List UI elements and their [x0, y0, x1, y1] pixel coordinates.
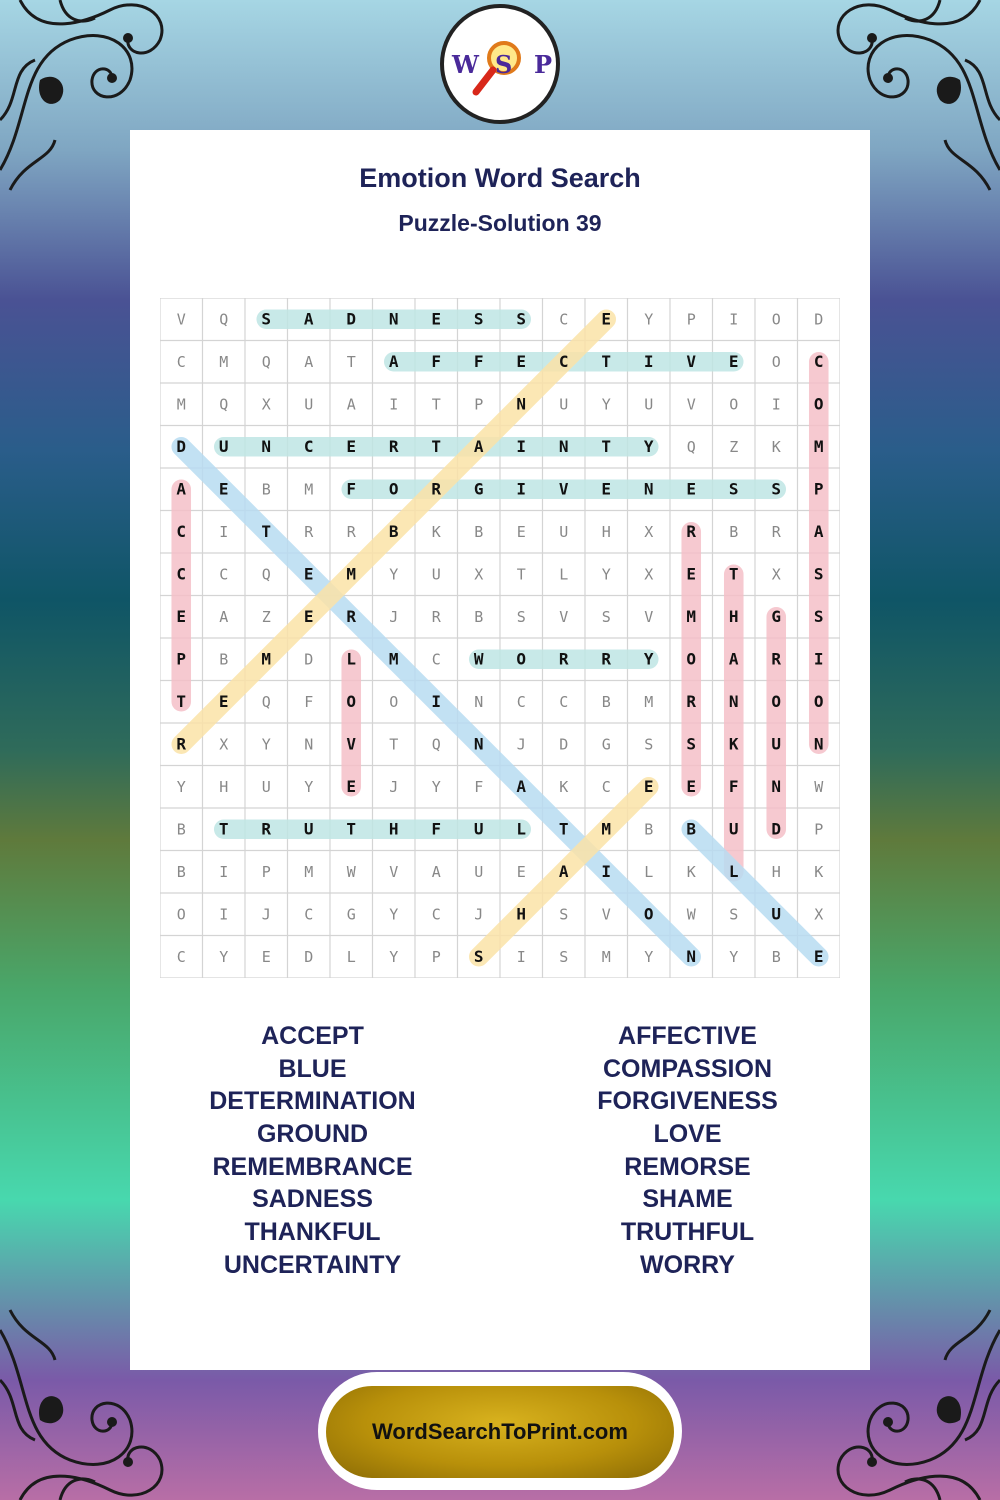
grid-cell[interactable]: I [389, 395, 399, 414]
grid-cell[interactable]: U [218, 436, 229, 456]
grid-cell[interactable]: M [686, 606, 697, 626]
grid-cell[interactable]: T [218, 819, 229, 839]
grid-cell[interactable]: W [473, 649, 484, 669]
grid-cell[interactable]: O [813, 691, 824, 711]
grid-cell[interactable]: C [176, 564, 187, 584]
grid-cell[interactable]: O [516, 649, 527, 669]
grid-cell[interactable]: F [473, 351, 484, 371]
grid-cell[interactable]: N [261, 436, 272, 456]
grid-cell[interactable]: M [261, 649, 272, 669]
grid-cell[interactable]: P [261, 862, 271, 881]
grid-cell[interactable]: M [304, 480, 314, 499]
grid-cell[interactable]: S [644, 735, 654, 754]
grid-cell[interactable]: Q [686, 437, 696, 456]
grid-cell[interactable]: B [729, 522, 739, 541]
grid-cell[interactable]: Y [176, 777, 186, 796]
grid-cell[interactable]: E [516, 351, 527, 371]
grid-cell[interactable]: Y [643, 436, 654, 456]
grid-cell[interactable]: M [304, 862, 314, 881]
grid-cell[interactable]: R [176, 734, 187, 754]
grid-cell[interactable]: A [728, 649, 739, 669]
logo-letter-w: W [452, 50, 479, 79]
grid-cell[interactable]: M [219, 352, 229, 371]
grid-cell[interactable]: S [559, 905, 569, 924]
grid-cell[interactable]: E [431, 309, 442, 329]
grid-cell[interactable]: S [813, 564, 824, 584]
grid-cell[interactable]: B [176, 862, 186, 881]
grid-cell[interactable]: O [346, 691, 357, 711]
logo-letter-p: P [534, 50, 553, 79]
grid-cell[interactable]: U [474, 862, 484, 881]
grid-cell[interactable]: V [686, 351, 697, 371]
grid-cell[interactable]: P [813, 479, 824, 499]
grid-cell[interactable]: B [176, 820, 186, 839]
grid-cell[interactable]: V [389, 862, 399, 881]
grid-cell[interactable]: L [346, 649, 357, 669]
grid-cell[interactable]: E [601, 479, 612, 499]
grid-cell[interactable]: P [431, 947, 441, 966]
grid-cell[interactable]: O [389, 692, 399, 711]
grid-cell[interactable]: R [304, 522, 314, 541]
word-search-grid[interactable] [160, 298, 840, 978]
grid-cell[interactable]: O [176, 905, 186, 924]
grid-cell[interactable]: G [473, 479, 484, 499]
grid-cell[interactable]: Y [219, 947, 229, 966]
grid-cell[interactable]: V [644, 607, 654, 626]
word-list-item: LOVE [653, 1120, 722, 1149]
grid-cell[interactable]: N [473, 734, 484, 754]
grid-cell[interactable]: N [516, 394, 527, 414]
grid-cell[interactable]: N [643, 479, 654, 499]
grid-cell[interactable]: D [304, 947, 314, 966]
grid-cell[interactable]: S [686, 734, 697, 754]
grid-cell[interactable]: J [389, 777, 399, 796]
grid-cell[interactable]: Y [431, 777, 441, 796]
grid-cell[interactable]: C [176, 352, 186, 371]
grid-cell[interactable]: D [346, 309, 357, 329]
word-list-item: WORRY [640, 1250, 735, 1279]
grid-cell[interactable]: B [219, 650, 229, 669]
grid-cell[interactable]: A [303, 309, 314, 329]
grid-cell[interactable]: W [686, 905, 696, 924]
grid-cell[interactable]: M [176, 395, 186, 414]
grid-cell[interactable]: Y [389, 947, 399, 966]
grid-cell[interactable]: X [771, 565, 781, 584]
word-list-left [125, 1020, 500, 1282]
grid-cell[interactable]: V [558, 479, 569, 499]
grid-cell[interactable]: E [686, 564, 697, 584]
grid-cell[interactable]: U [261, 777, 271, 796]
grid-cell[interactable]: U [559, 395, 569, 414]
word-list-item: SADNESS [252, 1185, 373, 1214]
grid-cell[interactable]: J [516, 735, 526, 754]
grid-cell[interactable]: R [686, 691, 697, 711]
grid-cell[interactable]: V [559, 607, 569, 626]
grid-cell[interactable]: A [388, 351, 399, 371]
grid-cell[interactable]: S [813, 606, 824, 626]
grid-cell[interactable]: V [346, 734, 357, 754]
grid-cell[interactable]: T [601, 351, 612, 371]
page-subtitle: Puzzle-Solution 39 [398, 210, 602, 236]
grid-cell[interactable]: Y [644, 310, 654, 329]
grid-cell[interactable]: C [516, 692, 526, 711]
grid-cell[interactable]: S [729, 905, 739, 924]
grid-cell[interactable]: H [388, 819, 399, 839]
grid-cell[interactable]: P [686, 310, 696, 329]
grid-cell[interactable]: Q [261, 565, 271, 584]
grid-cell[interactable]: U [771, 904, 782, 924]
grid-cell[interactable]: E [261, 947, 271, 966]
grid-cell[interactable]: I [643, 351, 654, 371]
grid-cell[interactable]: G [346, 905, 356, 924]
wsp-logo[interactable] [440, 4, 560, 124]
grid-cell[interactable]: N [558, 436, 569, 456]
grid-cell[interactable]: Y [643, 649, 654, 669]
grid-cell[interactable]: E [686, 776, 697, 796]
grid-cell[interactable]: V [176, 310, 186, 329]
grid-cell[interactable]: T [346, 352, 356, 371]
grid-cell[interactable]: E [601, 309, 612, 329]
grid-cell[interactable]: G [601, 735, 611, 754]
grid-cell[interactable]: Z [729, 437, 739, 456]
grid-cell[interactable]: X [814, 905, 824, 924]
grid-cell[interactable]: E [346, 436, 357, 456]
grid-cell[interactable]: U [304, 395, 314, 414]
grid-cell[interactable]: S [728, 479, 739, 499]
grid-cell[interactable]: X [644, 522, 654, 541]
grid-cell[interactable]: I [431, 691, 442, 711]
grid-cell[interactable]: R [601, 649, 612, 669]
grid-cell[interactable]: O [388, 479, 399, 499]
grid-cell[interactable]: T [601, 436, 612, 456]
grid-cell[interactable]: S [516, 607, 526, 626]
word-list-right [500, 1020, 875, 1282]
grid-cell[interactable]: N [813, 734, 824, 754]
grid-cell[interactable]: A [516, 776, 527, 796]
grid-cell[interactable]: U [644, 395, 654, 414]
grid-cell[interactable]: U [473, 819, 484, 839]
grid-cell[interactable]: E [303, 606, 314, 626]
word-list-item: DETERMINATION [209, 1087, 416, 1116]
grid-cell[interactable]: P [474, 395, 484, 414]
grid-cell[interactable]: A [219, 607, 229, 626]
grid-cell[interactable]: R [431, 479, 442, 499]
grid-cell[interactable]: B [388, 521, 399, 541]
grid-cell[interactable]: R [558, 649, 569, 669]
grid-cell[interactable]: L [728, 861, 739, 881]
grid-cell[interactable]: D [304, 650, 314, 669]
grid-cell[interactable]: J [261, 905, 271, 924]
grid-cell[interactable]: Y [389, 565, 399, 584]
word-list-item: COMPASSION [603, 1054, 772, 1083]
grid-cell[interactable]: Y [729, 947, 739, 966]
grid-cell[interactable]: N [388, 309, 399, 329]
grid-cell[interactable]: M [601, 819, 612, 839]
logo-letter-s: S [495, 50, 513, 79]
grid-cell[interactable]: I [516, 479, 527, 499]
grid-cell[interactable]: C [176, 947, 186, 966]
grid-cell[interactable]: I [219, 862, 229, 881]
grid-cell[interactable]: E [218, 479, 229, 499]
grid-cell[interactable]: I [219, 905, 229, 924]
grid-cell[interactable]: M [346, 564, 357, 584]
grid-cell[interactable]: T [431, 395, 441, 414]
grid-cell[interactable]: Q [219, 310, 229, 329]
grid-cell[interactable]: B [261, 480, 271, 499]
grid-cell[interactable]: C [558, 351, 569, 371]
grid-cell[interactable]: H [516, 904, 527, 924]
grid-cell[interactable]: Y [601, 395, 611, 414]
grid-cell[interactable]: S [771, 479, 782, 499]
grid-cell[interactable]: R [346, 606, 357, 626]
grid-cell[interactable]: O [771, 691, 782, 711]
grid-cell[interactable]: J [389, 607, 399, 626]
grid-cell[interactable]: C [559, 692, 569, 711]
grid-cell[interactable]: B [644, 820, 654, 839]
grid-cell[interactable]: K [686, 862, 696, 881]
grid-cell[interactable]: U [559, 522, 569, 541]
grid-cell[interactable]: M [601, 947, 611, 966]
grid-cell[interactable]: R [261, 819, 272, 839]
grid-cell[interactable]: R [346, 522, 356, 541]
grid-cell[interactable]: T [558, 819, 569, 839]
grid-cell[interactable]: M [644, 692, 654, 711]
grid-cell[interactable]: E [346, 776, 357, 796]
grid-cell[interactable]: N [771, 776, 782, 796]
grid-cell[interactable]: M [388, 649, 399, 669]
grid-cell[interactable]: T [261, 521, 272, 541]
grid-cell[interactable]: A [558, 861, 569, 881]
grid-cell[interactable]: E [686, 479, 697, 499]
grid-cell[interactable]: Y [601, 565, 611, 584]
grid-cell[interactable]: P [176, 649, 187, 669]
grid-cell[interactable]: I [729, 310, 739, 329]
grid-cell[interactable]: S [473, 309, 484, 329]
grid-cell[interactable]: A [813, 521, 824, 541]
grid-cell[interactable]: U [303, 819, 314, 839]
word-list-item: BLUE [278, 1054, 347, 1083]
grid-cell[interactable]: Q [261, 352, 271, 371]
word-list-item: THANKFUL [244, 1218, 381, 1247]
grid-cell[interactable]: Z [261, 607, 271, 626]
grid-cell[interactable]: W [346, 862, 356, 881]
grid-cell[interactable]: I [219, 522, 229, 541]
site-link-button[interactable]: WordSearchToPrint.com [326, 1386, 674, 1478]
grid-cell[interactable]: L [516, 819, 527, 839]
grid-cell[interactable]: E [516, 522, 526, 541]
grid-cell[interactable]: F [346, 479, 357, 499]
grid-cell[interactable]: C [303, 436, 314, 456]
grid-cell[interactable]: X [474, 565, 484, 584]
grid-cell[interactable]: G [771, 606, 782, 626]
grid-cell[interactable]: D [771, 819, 782, 839]
grid-cell[interactable]: Y [644, 947, 654, 966]
grid-cell[interactable]: Y [389, 905, 399, 924]
grid-cell[interactable]: S [516, 309, 527, 329]
grid-cell[interactable]: C [431, 650, 441, 669]
grid-cell[interactable]: Q [431, 735, 441, 754]
grid-cell[interactable]: T [516, 565, 526, 584]
grid-cell[interactable]: N [686, 946, 697, 966]
grid-cell[interactable]: S [559, 947, 569, 966]
page-title: Emotion Word Search [359, 163, 641, 193]
grid-cell[interactable]: L [346, 947, 356, 966]
grid-cell[interactable]: F [728, 776, 739, 796]
grid-cell[interactable]: X [219, 735, 229, 754]
grid-cell[interactable]: K [559, 777, 569, 796]
grid-cell[interactable]: A [304, 352, 314, 371]
word-list-item: FORGIVENESS [597, 1087, 778, 1116]
grid-cell[interactable]: H [728, 606, 739, 626]
grid-cell[interactable]: S [601, 607, 611, 626]
grid-cell[interactable]: O [813, 394, 824, 414]
grid-cell[interactable]: J [474, 905, 484, 924]
word-list-item: GROUND [256, 1120, 369, 1149]
grid-cell[interactable]: U [431, 565, 441, 584]
grid-cell[interactable]: B [474, 607, 484, 626]
grid-cell[interactable]: H [219, 777, 229, 796]
grid-cell[interactable]: K [814, 862, 824, 881]
grid-cell[interactable]: C [559, 310, 569, 329]
grid-cell[interactable]: K [771, 437, 781, 456]
grid-cell[interactable]: E [728, 351, 739, 371]
grid-cell[interactable]: M [813, 436, 824, 456]
grid-cell[interactable]: O [729, 395, 739, 414]
grid-cell[interactable]: B [686, 819, 697, 839]
grid-cell[interactable]: E [813, 946, 824, 966]
grid-cell[interactable]: K [728, 734, 739, 754]
grid-cell[interactable]: I [601, 861, 612, 881]
grid-cell[interactable]: O [771, 310, 781, 329]
word-list-item: TRUTHFUL [620, 1218, 755, 1247]
grid-cell[interactable]: C [601, 777, 611, 796]
word-list-item: AFFECTIVE [618, 1022, 757, 1050]
grid-cell[interactable]: T [389, 735, 399, 754]
grid-cell[interactable]: A [431, 862, 441, 881]
grid-cell[interactable]: B [601, 692, 611, 711]
grid-cell[interactable]: F [431, 351, 442, 371]
grid-cell[interactable]: O [643, 904, 654, 924]
grid-cell[interactable]: O [686, 649, 697, 669]
grid-cell[interactable]: Q [261, 692, 271, 711]
grid-cell[interactable]: V [601, 905, 611, 924]
grid-cell[interactable]: S [261, 309, 272, 329]
grid-cell[interactable]: N [474, 692, 484, 711]
grid-cell[interactable]: E [516, 862, 526, 881]
grid-cell[interactable]: A [176, 479, 187, 499]
grid-cell[interactable]: E [218, 691, 229, 711]
grid-cell[interactable]: A [473, 436, 484, 456]
grid-cell[interactable]: D [176, 436, 187, 456]
grid-cell[interactable]: E [643, 776, 654, 796]
grid-cell[interactable]: F [474, 777, 484, 796]
grid-cell[interactable]: R [686, 521, 697, 541]
word-list-item: SHAME [642, 1185, 733, 1214]
grid-cell[interactable]: C [304, 905, 314, 924]
grid-cell[interactable]: K [431, 522, 441, 541]
grid-cell[interactable]: T [176, 691, 187, 711]
word-list-item: REMORSE [624, 1152, 751, 1181]
grid-cell[interactable]: R [771, 522, 781, 541]
grid-cell[interactable]: B [771, 947, 781, 966]
grid-cell[interactable]: E [176, 606, 187, 626]
word-list-item: UNCERTAINTY [223, 1250, 402, 1279]
grid-cell[interactable]: U [728, 819, 739, 839]
grid-cell[interactable]: Y [304, 777, 314, 796]
word-list-item: REMEMBRANCE [212, 1152, 413, 1181]
grid-cell[interactable]: D [559, 735, 569, 754]
grid-cell[interactable]: X [644, 565, 654, 584]
grid-cell[interactable]: P [814, 820, 824, 839]
grid-cell[interactable]: Y [261, 735, 271, 754]
grid-cell[interactable]: I [813, 649, 824, 669]
grid-cell[interactable]: T [346, 819, 357, 839]
grid-cell[interactable]: F [431, 819, 442, 839]
grid-cell[interactable]: Q [219, 395, 229, 414]
grid-cell[interactable]: O [771, 352, 781, 371]
grid-cell[interactable]: D [814, 310, 824, 329]
grid-cell[interactable]: C [431, 905, 441, 924]
grid-cell[interactable]: E [303, 564, 314, 584]
word-list-item: ACCEPT [261, 1022, 364, 1050]
grid-cell[interactable]: B [474, 522, 484, 541]
grid-cell[interactable]: C [219, 565, 229, 584]
grid-cell[interactable]: H [601, 522, 611, 541]
grid-cell[interactable]: S [473, 946, 484, 966]
grid-cell[interactable]: R [388, 436, 399, 456]
grid-cell[interactable]: C [813, 351, 824, 371]
grid-cell[interactable]: N [304, 735, 314, 754]
grid-cell[interactable]: I [516, 947, 526, 966]
grid-cell[interactable]: L [644, 862, 654, 881]
grid-cell[interactable]: L [559, 565, 569, 584]
grid-cell[interactable]: R [771, 649, 782, 669]
grid-cell[interactable]: W [814, 777, 824, 796]
grid-cell[interactable]: V [686, 395, 696, 414]
grid-cell[interactable]: H [771, 862, 781, 881]
grid-cell[interactable]: F [304, 692, 314, 711]
grid-cell[interactable]: N [728, 691, 739, 711]
grid-cell[interactable]: X [261, 395, 271, 414]
grid-cell[interactable]: T [728, 564, 739, 584]
grid-cell[interactable]: R [431, 607, 441, 626]
grid-cell[interactable]: C [176, 521, 187, 541]
grid-cell[interactable]: I [516, 436, 527, 456]
grid-cell[interactable]: A [346, 395, 356, 414]
grid-cell[interactable]: I [771, 395, 781, 414]
grid-cell[interactable]: U [771, 734, 782, 754]
grid-cell[interactable]: T [431, 436, 442, 456]
